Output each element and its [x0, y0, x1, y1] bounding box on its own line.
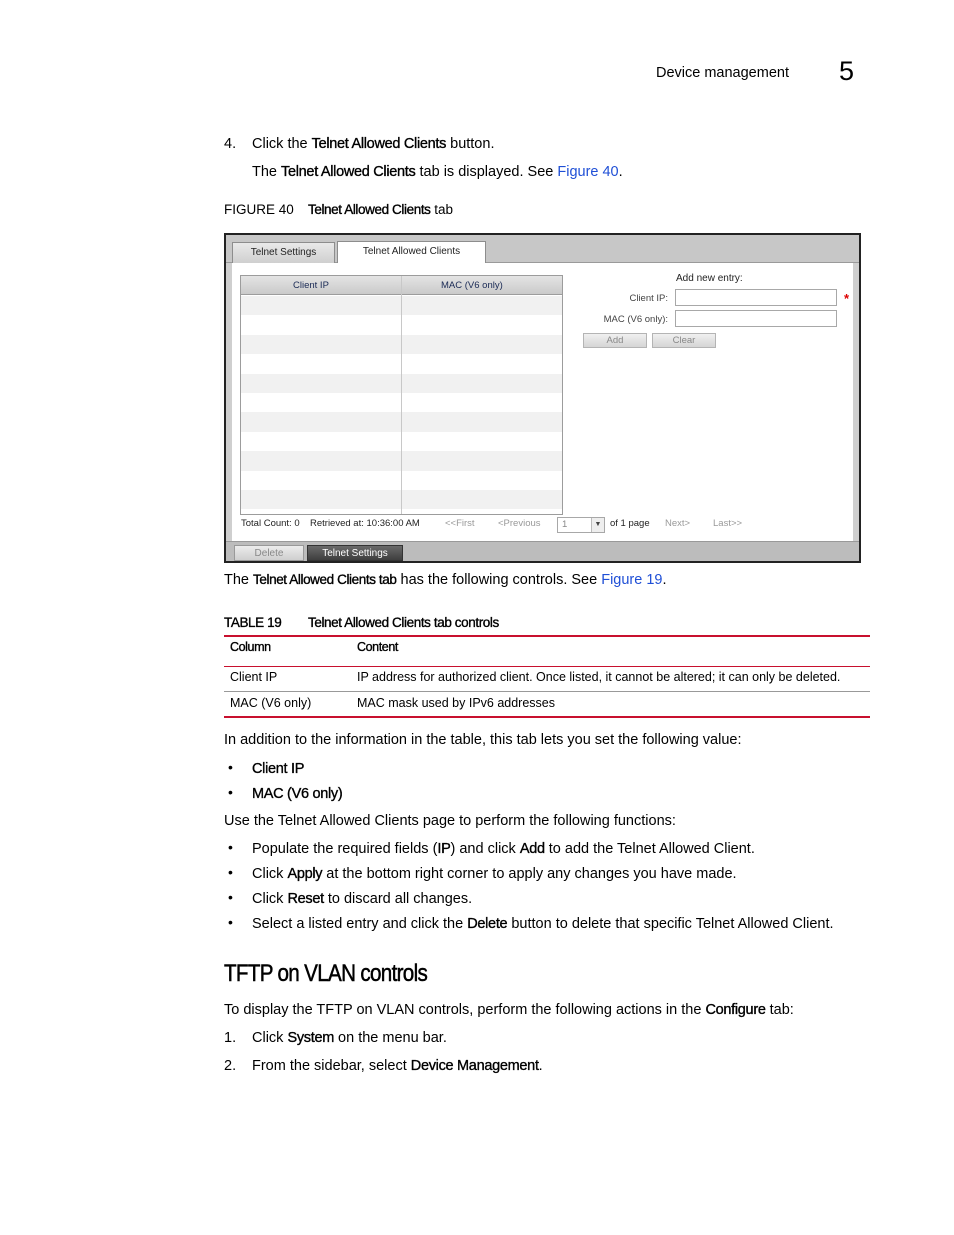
- function-item: Click Reset to discard all changes.: [252, 891, 473, 907]
- table-header-column: Column: [230, 640, 271, 654]
- next-page-link[interactable]: Next>: [665, 518, 691, 529]
- telnet-allowed-clients-screenshot: [224, 233, 861, 563]
- column-header-client-ip[interactable]: Client IP: [293, 280, 329, 291]
- delete-button[interactable]: Delete: [234, 545, 304, 561]
- table-top-rule: [224, 635, 870, 637]
- table-row-rule: [224, 691, 870, 692]
- value-item: Client IP: [252, 761, 305, 777]
- required-asterisk: *: [844, 291, 850, 306]
- tab-panel: [232, 263, 853, 541]
- table-bottom-rule: [224, 716, 870, 718]
- ui-term: Telnet Allowed Clients: [281, 164, 416, 180]
- table-cell-content: IP address for authorized client. Once listed, it cannot be altered; it can only be deleted.: [357, 670, 841, 684]
- add-entry-title: Add new entry:: [676, 273, 743, 284]
- clear-button[interactable]: Clear: [652, 333, 716, 348]
- table-header-rule: [224, 666, 870, 667]
- function-item: Populate the required fields (IP) and click Add to add the Telnet Allowed Client.: [252, 841, 755, 857]
- bullet-icon: •: [228, 839, 233, 855]
- bullet-icon: •: [228, 784, 233, 800]
- functions-intro: Use the Telnet Allowed Clients page to perform the following functions:: [224, 813, 676, 829]
- ui-term: Telnet Allowed Clients: [311, 136, 447, 152]
- figure-19-link[interactable]: Figure 19: [601, 572, 663, 588]
- clients-grid: [240, 275, 563, 515]
- table-cell-content: MAC mask used by IPv6 addresses: [357, 696, 555, 710]
- add-button[interactable]: Add: [583, 333, 647, 348]
- step-number: 4.: [224, 136, 237, 152]
- table-label: TABLE 19: [224, 615, 282, 630]
- table-cell-column: Client IP: [230, 670, 278, 684]
- column-header-mac[interactable]: MAC (V6 only): [441, 280, 503, 291]
- first-page-link[interactable]: <<First: [445, 518, 475, 529]
- value-item: MAC (V6 only): [252, 786, 343, 802]
- figure-label: FIGURE 40: [224, 202, 294, 217]
- page-select[interactable]: [557, 517, 605, 533]
- figure-caption: FIGURE 40 Telnet Allowed Clients tab: [224, 202, 454, 217]
- retrieved-time: Retrieved at: 10:36:00 AM: [310, 518, 420, 529]
- page-select-value: 1: [562, 519, 568, 530]
- tab-telnet-settings[interactable]: Telnet Settings: [232, 242, 335, 263]
- previous-page-link[interactable]: <Previous: [498, 518, 541, 529]
- table-cell-column: MAC (V6 only): [230, 696, 312, 710]
- bullet-icon: •: [228, 864, 233, 880]
- running-header-section: Device management: [656, 65, 789, 81]
- chapter-number: 5: [839, 56, 855, 86]
- table-header-content: Content: [357, 640, 398, 654]
- values-intro: In addition to the information in the table, this tab lets you set the following value:: [224, 732, 742, 748]
- last-page-link[interactable]: Last>>: [713, 518, 743, 529]
- tftp-step-1: 1. Click System on the menu bar.: [224, 1030, 447, 1046]
- section-heading: TFTP on VLAN controls: [224, 960, 428, 987]
- column-divider: [401, 276, 402, 514]
- bullet-icon: •: [228, 914, 233, 930]
- function-item: Select a listed entry and click the Delete button to delete that specific Telnet Allowed Client.: [252, 916, 834, 932]
- ui-term: Telnet Allowed Clients tab: [253, 572, 397, 587]
- function-item: Click Apply at the bottom right corner to apply any changes you have made.: [252, 866, 737, 882]
- tab-bar: [226, 235, 859, 263]
- bottom-toolbar: [226, 541, 859, 561]
- step-4: 4. Click the Telnet Allowed Clients button.: [224, 136, 495, 152]
- page-count: of 1 page: [610, 518, 650, 529]
- client-ip-input[interactable]: [675, 289, 837, 306]
- figure-40-link[interactable]: Figure 40: [557, 164, 619, 180]
- mac-label: MAC (V6 only):: [603, 314, 668, 325]
- table-caption: [224, 615, 499, 630]
- controls-intro: The Telnet Allowed Clients tab has the following controls. See Figure 19.: [224, 572, 667, 588]
- bullet-icon: •: [228, 889, 233, 905]
- tftp-intro: To display the TFTP on VLAN controls, perform the following actions in the Configure tab:: [224, 1002, 794, 1018]
- client-ip-label: Client IP:: [629, 293, 668, 304]
- chevron-down-icon: ▼: [591, 518, 604, 532]
- tftp-step-2: 2. From the sidebar, select Device Management.: [224, 1058, 543, 1074]
- total-count: Total Count: 0: [241, 518, 300, 529]
- telnet-settings-button[interactable]: Telnet Settings: [307, 545, 403, 561]
- mac-input[interactable]: [675, 310, 837, 327]
- table-title: Telnet Allowed Clients tab controls: [308, 615, 499, 630]
- bullet-icon: •: [228, 759, 233, 775]
- tab-telnet-allowed-clients[interactable]: Telnet Allowed Clients: [337, 241, 486, 264]
- step-4-result: The Telnet Allowed Clients tab is displayed. See Figure 40.: [252, 164, 623, 180]
